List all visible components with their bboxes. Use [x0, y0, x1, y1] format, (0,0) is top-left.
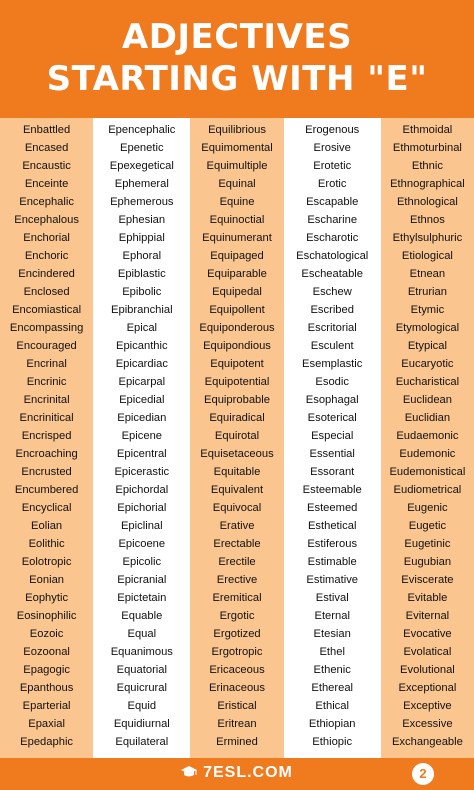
word-item: Eparterial [22, 700, 71, 712]
word-item: Epiblastic [117, 268, 166, 280]
word-item: Epicranial [117, 574, 167, 586]
word-column-2 [95, 118, 188, 758]
word-item: Epicedial [119, 394, 165, 406]
word-item: Equipondious [203, 340, 271, 352]
word-item: Epanthous [19, 682, 74, 694]
word-item: Eudemonistical [389, 466, 466, 478]
word-item: Escapable [306, 196, 359, 208]
word-item: Equivalent [210, 484, 264, 496]
word-item: Eschatological [296, 250, 369, 262]
word-item: Epencephalic [108, 124, 176, 136]
word-item: Eugenic [407, 502, 448, 514]
word-item: Epicentral [116, 448, 167, 460]
word-item: Eristical [217, 700, 257, 712]
word-item: Esophagal [305, 394, 359, 406]
word-item: Encompassing [9, 322, 84, 334]
word-item: Erotic [317, 178, 347, 190]
word-item: Equal [127, 628, 157, 640]
word-item: Equiparable [207, 268, 267, 280]
word-item: Etnean [409, 268, 446, 280]
word-item: Encrusted [21, 466, 72, 478]
word-item: Enchorial [23, 232, 70, 244]
word-item: Etymological [395, 322, 460, 334]
word-item: Enclosed [23, 286, 70, 298]
word-item: Eviscerate [401, 574, 454, 586]
word-item: Esoterical [307, 412, 357, 424]
word-item: Equinal [218, 178, 256, 190]
word-item: Epichorial [117, 502, 167, 514]
word-item: Encindered [18, 268, 75, 280]
word-item: Encephalous [14, 214, 79, 226]
word-item: Estimable [307, 556, 357, 568]
word-item: Erogenous [305, 124, 360, 136]
word-item: Epibolic [122, 286, 162, 298]
word-item: Encroaching [15, 448, 78, 460]
word-item: Ermined [216, 736, 258, 748]
word-item: Etymic [410, 304, 445, 316]
word-item: Ethiopic [312, 736, 353, 748]
word-item: Equisetaceous [200, 448, 274, 460]
word-item: Etrurian [407, 286, 447, 298]
word-item: Epicene [121, 430, 163, 442]
word-item: Eviternal [405, 610, 450, 622]
word-item: Encrinitical [19, 412, 74, 424]
word-item: Epical [126, 322, 158, 334]
word-item: Epenetic [120, 142, 164, 154]
word-item: Equipollent [209, 304, 265, 316]
word-item: Ethnological [396, 196, 458, 208]
word-item: Especial [311, 430, 354, 442]
word-item: Exchangeable [391, 736, 463, 748]
word-item: Encephalic [19, 196, 74, 208]
word-item: Eudaemonic [396, 430, 459, 442]
word-item: Equinoctial [209, 214, 265, 226]
word-item: Esteemed [307, 502, 358, 514]
word-item: Esodic [315, 376, 349, 388]
word-item: Encumbered [14, 484, 79, 496]
word-item: Enbattled [22, 124, 71, 136]
word-item: Evocative [403, 628, 452, 640]
brand-logo [0, 764, 474, 782]
word-item: Eucaryotic [401, 358, 454, 370]
word-item: Encouraged [16, 340, 77, 352]
word-item: Ephippial [118, 232, 165, 244]
word-item: Epicoene [118, 538, 166, 550]
word-item: Epagogic [23, 664, 70, 676]
word-grid [0, 118, 474, 758]
word-item: Esteemable [302, 484, 362, 496]
word-item: Encrisped [21, 430, 72, 442]
word-item: Equiprobable [204, 394, 270, 406]
word-item: Enceinte [24, 178, 69, 190]
word-item: Encrinic [26, 376, 67, 388]
word-item: Erative [219, 520, 255, 532]
word-item: Epedaphic [20, 736, 74, 748]
word-item: Ericaceous [209, 664, 265, 676]
word-item: Eozoic [29, 628, 64, 640]
word-column-5 [381, 118, 474, 758]
word-item: Epicarpal [118, 376, 166, 388]
word-column-1 [0, 118, 93, 758]
word-item: Erectile [218, 556, 256, 568]
word-item: Equiponderous [199, 322, 275, 334]
word-item: Erosive [313, 142, 351, 154]
word-item: Ethylsulphuric [392, 232, 463, 244]
word-item: Ephesian [118, 214, 166, 226]
word-item: Equipaged [210, 250, 264, 262]
word-item: Epexegetical [109, 160, 174, 172]
word-item: Estimative [306, 574, 359, 586]
word-item: Enchoric [24, 250, 69, 262]
word-item: Exceptive [403, 700, 452, 712]
word-item: Euclidian [404, 412, 451, 424]
word-item: Erotetic [313, 160, 352, 172]
word-item: Equivocal [212, 502, 262, 514]
word-item: Ephemerous [110, 196, 174, 208]
word-item: Equiradical [209, 412, 265, 424]
word-item: Eremitical [212, 592, 262, 604]
word-item: Eolithic [28, 538, 65, 550]
word-item: Epicolic [122, 556, 162, 568]
word-item: Escheatable [301, 268, 363, 280]
word-item: Ethical [315, 700, 349, 712]
word-item: Encased [24, 142, 69, 154]
word-item: Equirotal [214, 430, 260, 442]
header-banner [0, 0, 474, 118]
word-item: Etesian [313, 628, 351, 640]
word-item: Encyclical [21, 502, 72, 514]
word-item: Encrinal [26, 358, 67, 370]
word-item: Esemplastic [302, 358, 363, 370]
word-item: Evolutional [400, 664, 455, 676]
word-item: Escharotic [306, 232, 359, 244]
word-item: Exceptional [398, 682, 457, 694]
word-item: Ethmoidal [402, 124, 453, 136]
word-item: Equilateral [115, 736, 169, 748]
word-item: Escritorial [307, 322, 357, 334]
word-item: Equatorial [116, 664, 167, 676]
word-item: Escharine [307, 214, 358, 226]
word-item: Eudemonic [399, 448, 456, 460]
word-item: Eugubian [403, 556, 452, 568]
word-item: Equicrural [116, 682, 167, 694]
word-item: Estival [315, 592, 349, 604]
word-item: Equitable [213, 466, 261, 478]
word-item: Erective [216, 574, 258, 586]
word-item: Eucharistical [395, 376, 460, 388]
word-item: Eritrean [217, 718, 257, 730]
word-item: Epicedian [117, 412, 167, 424]
word-item: Etypical [407, 340, 447, 352]
word-item: Eosinophilic [16, 610, 77, 622]
word-item: Eugetic [408, 520, 447, 532]
word-item: Equanimous [110, 646, 173, 658]
word-item: Erinaceous [209, 682, 265, 694]
word-item: Ethel [319, 646, 345, 658]
word-item: Equid [127, 700, 157, 712]
word-item: Estiferous [307, 538, 358, 550]
word-item: Eugetinic [404, 538, 451, 550]
word-item: Ethenic [313, 664, 351, 676]
word-item: Ethnographical [390, 178, 465, 190]
word-item: Equine [219, 196, 255, 208]
word-item: Ethmoturbinal [392, 142, 462, 154]
word-item: Erectable [213, 538, 261, 550]
word-item: Encrinital [23, 394, 70, 406]
word-item: Equipedal [212, 286, 262, 298]
word-item: Eophytic [25, 592, 69, 604]
word-item: Eolotropic [21, 556, 72, 568]
word-item: Evolatical [403, 646, 452, 658]
word-item: Epichordal [115, 484, 169, 496]
word-column-4 [286, 118, 379, 758]
page-number-badge: 2 [412, 763, 434, 785]
word-item: Epictetain [117, 592, 167, 604]
word-item: Ethiopian [308, 718, 356, 730]
footer-banner [0, 758, 474, 790]
word-item: Equable [121, 610, 163, 622]
word-item: Esculent [310, 340, 354, 352]
word-item: Etiological [401, 250, 453, 262]
page-title-line-1: ADJECTIVES [121, 17, 353, 57]
word-item: Ethnos [409, 214, 445, 226]
word-item: Ergotic [219, 610, 255, 622]
word-item: Equipotent [210, 358, 264, 370]
word-item: Eudiometrical [393, 484, 462, 496]
word-item: Ergotropic [211, 646, 263, 658]
word-item: Evitable [407, 592, 448, 604]
word-item: Equimomental [201, 142, 273, 154]
word-item: Equipotential [204, 376, 270, 388]
word-item: Encomiastical [12, 304, 82, 316]
word-item: Equidiurnal [113, 718, 170, 730]
word-item: Ergotized [213, 628, 261, 640]
word-item: Euclidean [402, 394, 452, 406]
word-item: Epicerastic [114, 466, 170, 478]
word-item: Esthetical [307, 520, 357, 532]
word-column-3 [190, 118, 283, 758]
word-item: Equimultiple [206, 160, 268, 172]
word-item: Epiclinal [120, 520, 163, 532]
graduation-cap-icon [181, 766, 197, 778]
word-item: Eschew [312, 286, 352, 298]
word-item: Ephoral [122, 250, 162, 262]
word-item: Excessive [402, 718, 453, 730]
word-item: Epaxial [28, 718, 65, 730]
word-item: Eonian [29, 574, 65, 586]
page-title-line-2: STARTING WITH "E" [46, 59, 428, 99]
word-item: Epicardiac [115, 358, 168, 370]
word-item: Eolian [31, 520, 63, 532]
word-item: Epibranchial [111, 304, 173, 316]
word-item: Ephemeral [114, 178, 169, 190]
word-item: Equinumerant [202, 232, 272, 244]
word-item: Eozoonal [23, 646, 70, 658]
brand-text: 7ESL.COM [203, 764, 293, 781]
word-item: Ethnic [411, 160, 443, 172]
word-item: Eternal [314, 610, 350, 622]
word-item: Equilibrious [208, 124, 266, 136]
word-item: Essorant [310, 466, 355, 478]
word-item: Encaustic [22, 160, 71, 172]
word-item: Ethereal [311, 682, 354, 694]
word-item: Epicanthic [115, 340, 168, 352]
word-item: Essential [309, 448, 355, 460]
word-item: Escribed [310, 304, 354, 316]
